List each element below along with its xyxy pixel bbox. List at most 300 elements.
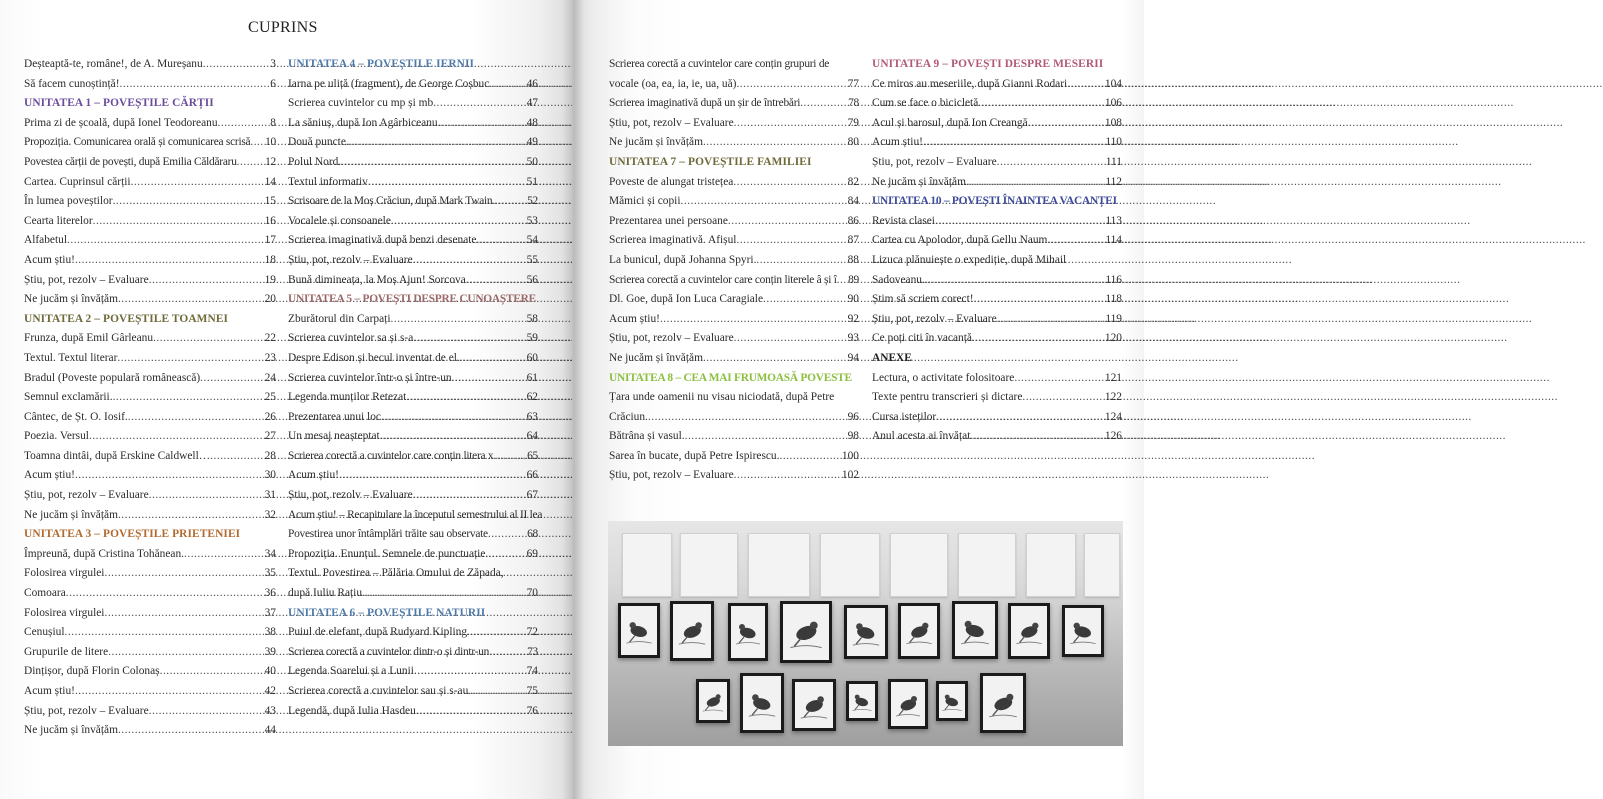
toc-page-number: 14 bbox=[264, 175, 276, 188]
toc-entry-title: Revista clasei bbox=[872, 214, 935, 227]
toc-entry-title: Un mesaj neașteptat. bbox=[288, 430, 383, 443]
toc-entry-title: Știu, pot, rezolv – Evaluare bbox=[24, 704, 149, 717]
toc-entry-title: Textul informativ bbox=[288, 175, 368, 188]
toc-entry-title: Ne jucăm și învățăm bbox=[24, 508, 118, 521]
unit-heading: UNITATEA 6 – POVEȘTILE NATURII bbox=[288, 606, 486, 619]
toc-entry bbox=[24, 153, 276, 173]
dot-leader bbox=[734, 329, 848, 349]
toc-page-number: 106 bbox=[1104, 97, 1122, 110]
toc-page-number: 25 bbox=[264, 391, 276, 404]
toc-entry-title: Bradul (Poveste populară românească) bbox=[24, 371, 201, 384]
unit-heading: UNITATEA 1 – POVEȘTILE CĂRȚII bbox=[24, 97, 214, 110]
toc-entry-title: Prima zi de școală, după Ionel Teodoreanu bbox=[24, 116, 218, 129]
dot-leader bbox=[67, 231, 265, 251]
toc-entry bbox=[288, 408, 538, 428]
toc-page-number: 16 bbox=[264, 214, 276, 227]
toc-entry bbox=[288, 192, 538, 212]
toc-entry-title: Cearta literelor bbox=[24, 214, 93, 227]
dot-leader bbox=[413, 251, 527, 271]
toc-page-number: 40 bbox=[264, 665, 276, 678]
dot-leader bbox=[466, 271, 527, 291]
dot-leader bbox=[997, 153, 1106, 173]
toc-page-number: 84 bbox=[847, 195, 859, 208]
dot-leader bbox=[734, 114, 848, 134]
toc-page-number: 68 bbox=[527, 528, 538, 541]
toc-entry bbox=[288, 94, 538, 114]
toc-column-3 bbox=[609, 55, 859, 486]
toc-entry bbox=[288, 251, 538, 271]
toc-page-number: 108 bbox=[1104, 116, 1122, 129]
toc-entry bbox=[609, 349, 859, 369]
toc-entry-title: Mămici și copii bbox=[609, 195, 681, 208]
toc-entry-title: Împreună, după Cristina Tohănean. bbox=[24, 547, 184, 560]
toc-entry-title: Sarea în bucate, după Petre Ispirescu. bbox=[609, 449, 780, 462]
toc-page-number: 39 bbox=[264, 645, 276, 658]
left-page bbox=[0, 0, 572, 799]
toc-page-number: 54 bbox=[526, 234, 538, 247]
toc-page-number: 87 bbox=[847, 234, 859, 247]
toc-page-number: 3 bbox=[270, 58, 276, 70]
dot-leader bbox=[489, 75, 526, 95]
toc-entry-title: Dl. Goe, după Ion Luca Caragiale bbox=[609, 293, 764, 306]
toc-column-1 bbox=[24, 55, 276, 741]
toc-page-number: 69 bbox=[526, 547, 538, 560]
toc-page-number: 49 bbox=[526, 136, 538, 149]
toc-page-number: 38 bbox=[264, 626, 276, 639]
dot-leader bbox=[406, 388, 526, 408]
toc-page-number: 32 bbox=[264, 508, 276, 521]
dot-leader bbox=[736, 75, 847, 95]
bird-icon bbox=[618, 603, 660, 658]
framed-birds-photo bbox=[608, 521, 1123, 746]
toc-page-number: 35 bbox=[264, 567, 276, 580]
toc-entry-title: Legenda Soarelui și a Lunii bbox=[288, 665, 414, 678]
toc-page-number: 98 bbox=[847, 430, 859, 443]
toc-page-number: 90 bbox=[847, 293, 859, 306]
toc-page-number: 102 bbox=[841, 469, 859, 482]
toc-entry-title: Știu, pot, rezolv – Evaluare bbox=[288, 489, 413, 502]
toc-entry-title: Scrisoare de la Moș Crăciun, după Mark Twain. bbox=[288, 195, 495, 208]
toc-entry bbox=[24, 231, 276, 251]
bird-frame bbox=[936, 681, 968, 721]
dot-leader bbox=[488, 525, 527, 545]
dot-leader bbox=[1067, 75, 1105, 95]
dot-leader bbox=[736, 231, 847, 251]
toc-column-4 bbox=[872, 55, 1122, 447]
toc-entry-continued: Acum știu! – Recapitulare la începutul semestrului al II lea bbox=[288, 508, 543, 521]
toc-entry-title: Ne jucăm și învățăm bbox=[609, 351, 703, 364]
toc-entry-title: Prezentarea unei persoane bbox=[609, 214, 728, 227]
toc-entry-title: Polul Nord. bbox=[288, 155, 342, 168]
bird-icon bbox=[952, 601, 998, 659]
toc-page-number: 55 bbox=[526, 253, 538, 266]
toc-entry bbox=[288, 682, 538, 702]
toc-entry-title: Vocalele și consoanele bbox=[288, 214, 391, 227]
unit-heading: UNITATEA 10 – POVEȘTI ÎNAINTEA VACANȚEI bbox=[872, 195, 1117, 208]
book-gutter bbox=[562, 0, 584, 799]
dot-leader bbox=[837, 271, 848, 291]
toc-page-number: 67 bbox=[526, 489, 538, 502]
toc-page-number: 50 bbox=[526, 155, 538, 168]
bird-frame bbox=[1008, 603, 1050, 659]
bird-frame bbox=[740, 673, 784, 733]
toc-entry bbox=[24, 114, 276, 134]
toc-page-number: 34 bbox=[264, 547, 276, 560]
toc-page-number: 112 bbox=[1105, 175, 1122, 188]
toc-page-number: 70 bbox=[526, 587, 538, 600]
toc-entry-title: Scrierea imaginativă după benzi desenate bbox=[288, 234, 477, 247]
toc-page-number: 73 bbox=[527, 645, 538, 658]
toc-entry-title: Propoziția. Comunicarea orală și comunicarea scrisă bbox=[24, 136, 251, 149]
toc-entry-title: Puiul de elefant, după Rudyard Kipling bbox=[288, 626, 468, 639]
toc-entry-title: Știu, pot, rezolv – Evaluare bbox=[609, 469, 734, 482]
dot-leader bbox=[416, 702, 527, 722]
dot-leader bbox=[383, 427, 527, 447]
dot-leader bbox=[970, 427, 1105, 447]
toc-page-number: 64 bbox=[526, 430, 538, 443]
toc-page-number: 124 bbox=[1104, 410, 1122, 423]
toc-entry-continued: Lizuca plănuiește o expediție, după Mihail bbox=[872, 253, 1067, 266]
toc-entry-continued: Țara unde oamenii nu visau niciodată, după Petre bbox=[609, 391, 835, 404]
toc-page-number: 92 bbox=[847, 312, 859, 325]
toc-page-number: 121 bbox=[1104, 371, 1122, 384]
dot-leader bbox=[362, 584, 527, 604]
toc-entry bbox=[872, 212, 1122, 232]
toc-entry bbox=[609, 251, 859, 271]
toc-entry bbox=[609, 427, 859, 447]
toc-column-2 bbox=[288, 55, 543, 721]
dot-leader bbox=[488, 545, 526, 565]
toc-page-number: 27 bbox=[264, 430, 276, 443]
toc-entry bbox=[609, 447, 859, 467]
toc-entry-title: Ce miros au meseriile, după Gianni Rodari bbox=[872, 77, 1068, 90]
toc-entry bbox=[24, 55, 276, 75]
toc-entry bbox=[288, 173, 538, 193]
dot-leader bbox=[1022, 388, 1105, 408]
toc-page-number: 48 bbox=[526, 116, 538, 129]
toc-entry-title: Ce poți citi în vacanță bbox=[872, 332, 972, 345]
dot-leader bbox=[203, 55, 271, 75]
bird-icon bbox=[936, 681, 968, 721]
toc-entry-title: Știu, pot, rezolv – Evaluare bbox=[24, 273, 149, 286]
toc-entry bbox=[24, 408, 276, 428]
dot-leader bbox=[391, 212, 527, 232]
toc-entry-title: Povestea cărții de povești, după Emilia Căldăraru bbox=[24, 155, 237, 168]
toc-entry bbox=[24, 584, 276, 604]
toc-entry bbox=[24, 486, 276, 506]
toc-entry bbox=[24, 662, 276, 682]
toc-entry-title: Ne jucăm și învățăm bbox=[609, 136, 703, 149]
toc-page-number: 26 bbox=[264, 410, 276, 423]
bird-icon bbox=[980, 673, 1026, 733]
dot-leader bbox=[756, 251, 847, 271]
dot-leader bbox=[477, 231, 527, 251]
toc-entry bbox=[24, 623, 276, 643]
bird-frame bbox=[952, 601, 998, 659]
toc-page-number: 65 bbox=[527, 449, 538, 462]
toc-entry bbox=[24, 466, 276, 486]
toc-page-number: 100 bbox=[841, 449, 859, 462]
bird-frame bbox=[898, 603, 940, 659]
toc-entry bbox=[24, 721, 276, 741]
dot-leader bbox=[734, 466, 842, 486]
toc-entry-title: Știm să scriem corect! bbox=[872, 293, 974, 306]
toc-page-number: 30 bbox=[264, 469, 276, 482]
dot-leader bbox=[93, 212, 265, 232]
toc-entry bbox=[24, 447, 276, 467]
dot-leader bbox=[131, 173, 265, 193]
dot-leader bbox=[184, 545, 265, 565]
dot-leader bbox=[200, 369, 264, 389]
toc-entry bbox=[872, 114, 1122, 134]
unit-heading: UNITATEA 5 – POVEȘTI DESPRE CUNOAȘTERE bbox=[288, 293, 536, 306]
toc-entry bbox=[609, 75, 859, 95]
dot-leader bbox=[800, 94, 848, 114]
toc-entry-title: Acum știu! bbox=[872, 136, 923, 149]
toc-entry-title: Despre Edison și becul inventat de el. bbox=[288, 351, 460, 364]
dot-leader bbox=[341, 153, 526, 173]
toc-entry bbox=[872, 329, 1122, 349]
toc-entry bbox=[609, 173, 859, 193]
toc-page-number: 15 bbox=[264, 195, 276, 208]
dot-leader bbox=[104, 604, 264, 624]
toc-entry bbox=[288, 447, 538, 467]
toc-page-number: 93 bbox=[847, 332, 859, 345]
toc-entry bbox=[609, 192, 859, 212]
dot-leader bbox=[681, 192, 848, 212]
dot-leader bbox=[413, 486, 527, 506]
bird-icon bbox=[898, 603, 940, 659]
dot-leader bbox=[763, 290, 848, 310]
dot-leader bbox=[149, 271, 265, 291]
toc-entry-title: Ne jucăm și învățăm bbox=[872, 175, 966, 188]
toc-page-number: 59 bbox=[526, 332, 538, 345]
bird-icon bbox=[780, 601, 832, 663]
dot-leader bbox=[381, 408, 527, 428]
bird-frame bbox=[696, 679, 730, 723]
toc-entry bbox=[872, 408, 1122, 428]
toc-entry-title: Știu, pot, rezolv – Evaluare bbox=[24, 489, 149, 502]
toc-entry-title: Să facem cunoștință! bbox=[24, 77, 120, 90]
toc-entry bbox=[609, 94, 859, 114]
toc-entry bbox=[24, 388, 276, 408]
dot-leader bbox=[1014, 369, 1105, 389]
toc-entry-title: Acum știu! bbox=[609, 312, 660, 325]
bird-frame bbox=[670, 601, 714, 661]
toc-entry bbox=[24, 192, 276, 212]
toc-entry-title: Știu, pot, rezolv – Evaluare bbox=[872, 155, 997, 168]
bird-icon bbox=[846, 681, 878, 721]
toc-entry bbox=[872, 271, 1122, 291]
toc-page-number: 47 bbox=[526, 97, 538, 110]
toc-page-number: 53 bbox=[526, 214, 538, 227]
bird-frame bbox=[780, 601, 832, 663]
toc-entry-title: Prezentarea unui loc bbox=[288, 410, 381, 423]
toc-entry-title: Cartea. Cuprinsul cărții bbox=[24, 175, 131, 188]
dot-leader bbox=[349, 133, 527, 153]
toc-entry bbox=[872, 75, 1122, 95]
toc-page-number: 24 bbox=[264, 371, 276, 384]
bird-frame bbox=[728, 603, 768, 661]
dot-leader bbox=[923, 133, 1105, 153]
toc-entry bbox=[24, 643, 276, 663]
toc-entry bbox=[288, 231, 538, 251]
toc-entry bbox=[872, 388, 1122, 408]
unit-heading: UNITATEA 4 – POVEȘTILE IERNII bbox=[288, 58, 475, 70]
toc-entry bbox=[24, 173, 276, 193]
toc-entry bbox=[288, 310, 538, 330]
toc-entry bbox=[288, 466, 538, 486]
toc-entry bbox=[24, 506, 276, 526]
dot-leader bbox=[925, 271, 1106, 291]
bird-icon bbox=[728, 603, 768, 661]
dot-leader bbox=[660, 310, 848, 330]
toc-entry bbox=[288, 662, 538, 682]
toc-page-number: 36 bbox=[264, 587, 276, 600]
toc-entry-title: La bunicul, după Johanna Spyri. bbox=[609, 253, 757, 266]
toc-entry-title: Scrierea cuvintelor cu mp și mb bbox=[288, 97, 434, 110]
toc-entry bbox=[24, 682, 276, 702]
toc-page-number: 74 bbox=[526, 665, 538, 678]
bird-icon bbox=[1062, 605, 1104, 657]
toc-entry-title: Acum știu! bbox=[24, 685, 75, 697]
bird-frame bbox=[1062, 605, 1104, 657]
toc-page-number: 19 bbox=[264, 273, 276, 286]
dot-leader bbox=[65, 623, 265, 643]
toc-page-number: 56 bbox=[526, 273, 538, 286]
dot-leader bbox=[997, 310, 1106, 330]
toc-entry-title: Dințișor, după Florin Colonaș bbox=[24, 665, 160, 678]
toc-page-number: 31 bbox=[264, 489, 276, 502]
toc-entry bbox=[24, 564, 276, 584]
toc-page-number: 120 bbox=[1104, 332, 1122, 345]
toc-entry-title: Poveste de alungat tristețea bbox=[609, 175, 734, 188]
dot-leader bbox=[160, 662, 265, 682]
toc-entry-title: În lumea poveștilor bbox=[24, 195, 113, 208]
unit-heading: UNITATEA 2 – POVEȘTILE TOAMNEI bbox=[24, 312, 229, 325]
dot-leader bbox=[118, 290, 265, 310]
bird-icon bbox=[696, 679, 730, 723]
toc-page-number: 94 bbox=[847, 351, 859, 364]
dot-leader bbox=[113, 388, 265, 408]
dot-leader bbox=[685, 427, 848, 447]
toc-entry bbox=[609, 133, 859, 153]
toc-page-number: 126 bbox=[1104, 430, 1122, 443]
toc-entry-title: Scrierea corectă a cuvintelor dintr-o și dintr-un bbox=[288, 645, 490, 658]
toc-entry bbox=[288, 75, 538, 95]
toc-page-number: 22 bbox=[264, 332, 276, 345]
toc-entry bbox=[288, 271, 538, 291]
dot-leader bbox=[935, 212, 1105, 232]
toc-entry bbox=[872, 133, 1122, 153]
toc-page-number: 6 bbox=[270, 77, 276, 90]
dot-leader bbox=[467, 623, 527, 643]
toc-entry bbox=[872, 290, 1122, 310]
bird-frame bbox=[844, 605, 888, 659]
dot-leader bbox=[703, 349, 848, 369]
toc-page-number: 76 bbox=[526, 704, 538, 717]
toc-page-number: 37 bbox=[264, 606, 276, 619]
toc-page-number: 77 bbox=[847, 77, 859, 90]
toc-entry-title: Cenușiul bbox=[24, 626, 65, 639]
toc-entry bbox=[288, 349, 538, 369]
toc-entry bbox=[872, 369, 1122, 389]
dot-leader bbox=[368, 173, 527, 193]
dot-leader bbox=[153, 329, 265, 349]
dot-leader bbox=[728, 212, 848, 232]
bird-icon bbox=[888, 679, 928, 729]
toc-entry-title: Zburătorul din Carpați bbox=[288, 312, 391, 325]
toc-entry bbox=[609, 290, 859, 310]
toc-entry-title: Scrierea imaginativă după un șir de întrebări bbox=[609, 97, 801, 110]
toc-page-number: 51 bbox=[526, 175, 538, 188]
dot-leader bbox=[339, 466, 527, 486]
toc-entry bbox=[24, 133, 276, 153]
toc-page-number: 28 bbox=[264, 449, 276, 462]
toc-entry bbox=[872, 94, 1122, 114]
dot-leader bbox=[391, 310, 527, 330]
toc-entry-title: Acum știu! bbox=[24, 253, 75, 266]
dot-leader bbox=[75, 251, 265, 271]
toc-entry-title: Știu, pot, rezolv – Evaluare bbox=[609, 332, 734, 345]
toc-entry-title: Scrierea corectă a cuvintelor sau și s-au bbox=[288, 685, 469, 697]
toc-entry bbox=[288, 643, 538, 663]
toc-entry-title: Deșteaptă-te, române!, de A. Mureșanu bbox=[24, 58, 203, 70]
toc-page-number: 104 bbox=[1104, 77, 1122, 90]
bird-icon bbox=[670, 601, 714, 661]
bird-frame bbox=[792, 679, 836, 731]
dot-leader bbox=[117, 349, 264, 369]
toc-entry-title: Sadoveanu. bbox=[872, 273, 925, 286]
dot-leader bbox=[250, 133, 265, 153]
toc-entry bbox=[24, 427, 276, 447]
toc-entry bbox=[288, 388, 538, 408]
toc-page-number: 82 bbox=[847, 175, 859, 188]
toc-entry-title: Legendă, după Iulia Hasdeu bbox=[288, 704, 416, 717]
toc-page-number: 63 bbox=[526, 410, 538, 423]
toc-entry bbox=[288, 329, 538, 349]
toc-page-number: 88 bbox=[847, 253, 859, 266]
toc-page-number: 110 bbox=[1105, 136, 1122, 149]
toc-page-number: 96 bbox=[847, 410, 859, 423]
toc-entry bbox=[872, 310, 1122, 330]
unit-heading: UNITATEA 3 – POVEȘTILE PRIETENIEI bbox=[24, 528, 241, 541]
toc-page-number: 111 bbox=[1105, 155, 1122, 168]
toc-page-number: 114 bbox=[1105, 234, 1122, 247]
toc-page-number: 75 bbox=[526, 685, 538, 697]
toc-entry bbox=[24, 604, 276, 624]
toc-entry-title: Scrierea imaginativă. Afișul bbox=[609, 234, 737, 247]
toc-entry bbox=[872, 427, 1122, 447]
dot-leader bbox=[118, 506, 265, 526]
toc-page-number: 12 bbox=[265, 155, 276, 168]
toc-page-number: 116 bbox=[1105, 273, 1122, 286]
toc-entry bbox=[609, 114, 859, 134]
toc-entry bbox=[24, 212, 276, 232]
toc-entry-title: Folosirea virgulei bbox=[24, 567, 105, 580]
toc-entry-title: Frunza, după Emil Gârleanu bbox=[24, 332, 154, 345]
toc-entry-title: Propoziția. Enunțul. Semnele de punctuație. bbox=[288, 547, 489, 560]
toc-entry bbox=[872, 153, 1122, 173]
bird-frame bbox=[888, 679, 928, 729]
toc-entry bbox=[872, 231, 1122, 251]
toc-entry-title: Anul acesta ai învățat bbox=[872, 430, 971, 443]
toc-entry-title: Două puncte. bbox=[288, 136, 349, 149]
toc-page-number: 80 bbox=[847, 136, 859, 149]
toc-page-number: 8 bbox=[270, 116, 276, 129]
dot-leader bbox=[966, 173, 1105, 193]
toc-entry-title: Cântec, de Șt. O. Iosif. bbox=[24, 410, 128, 423]
